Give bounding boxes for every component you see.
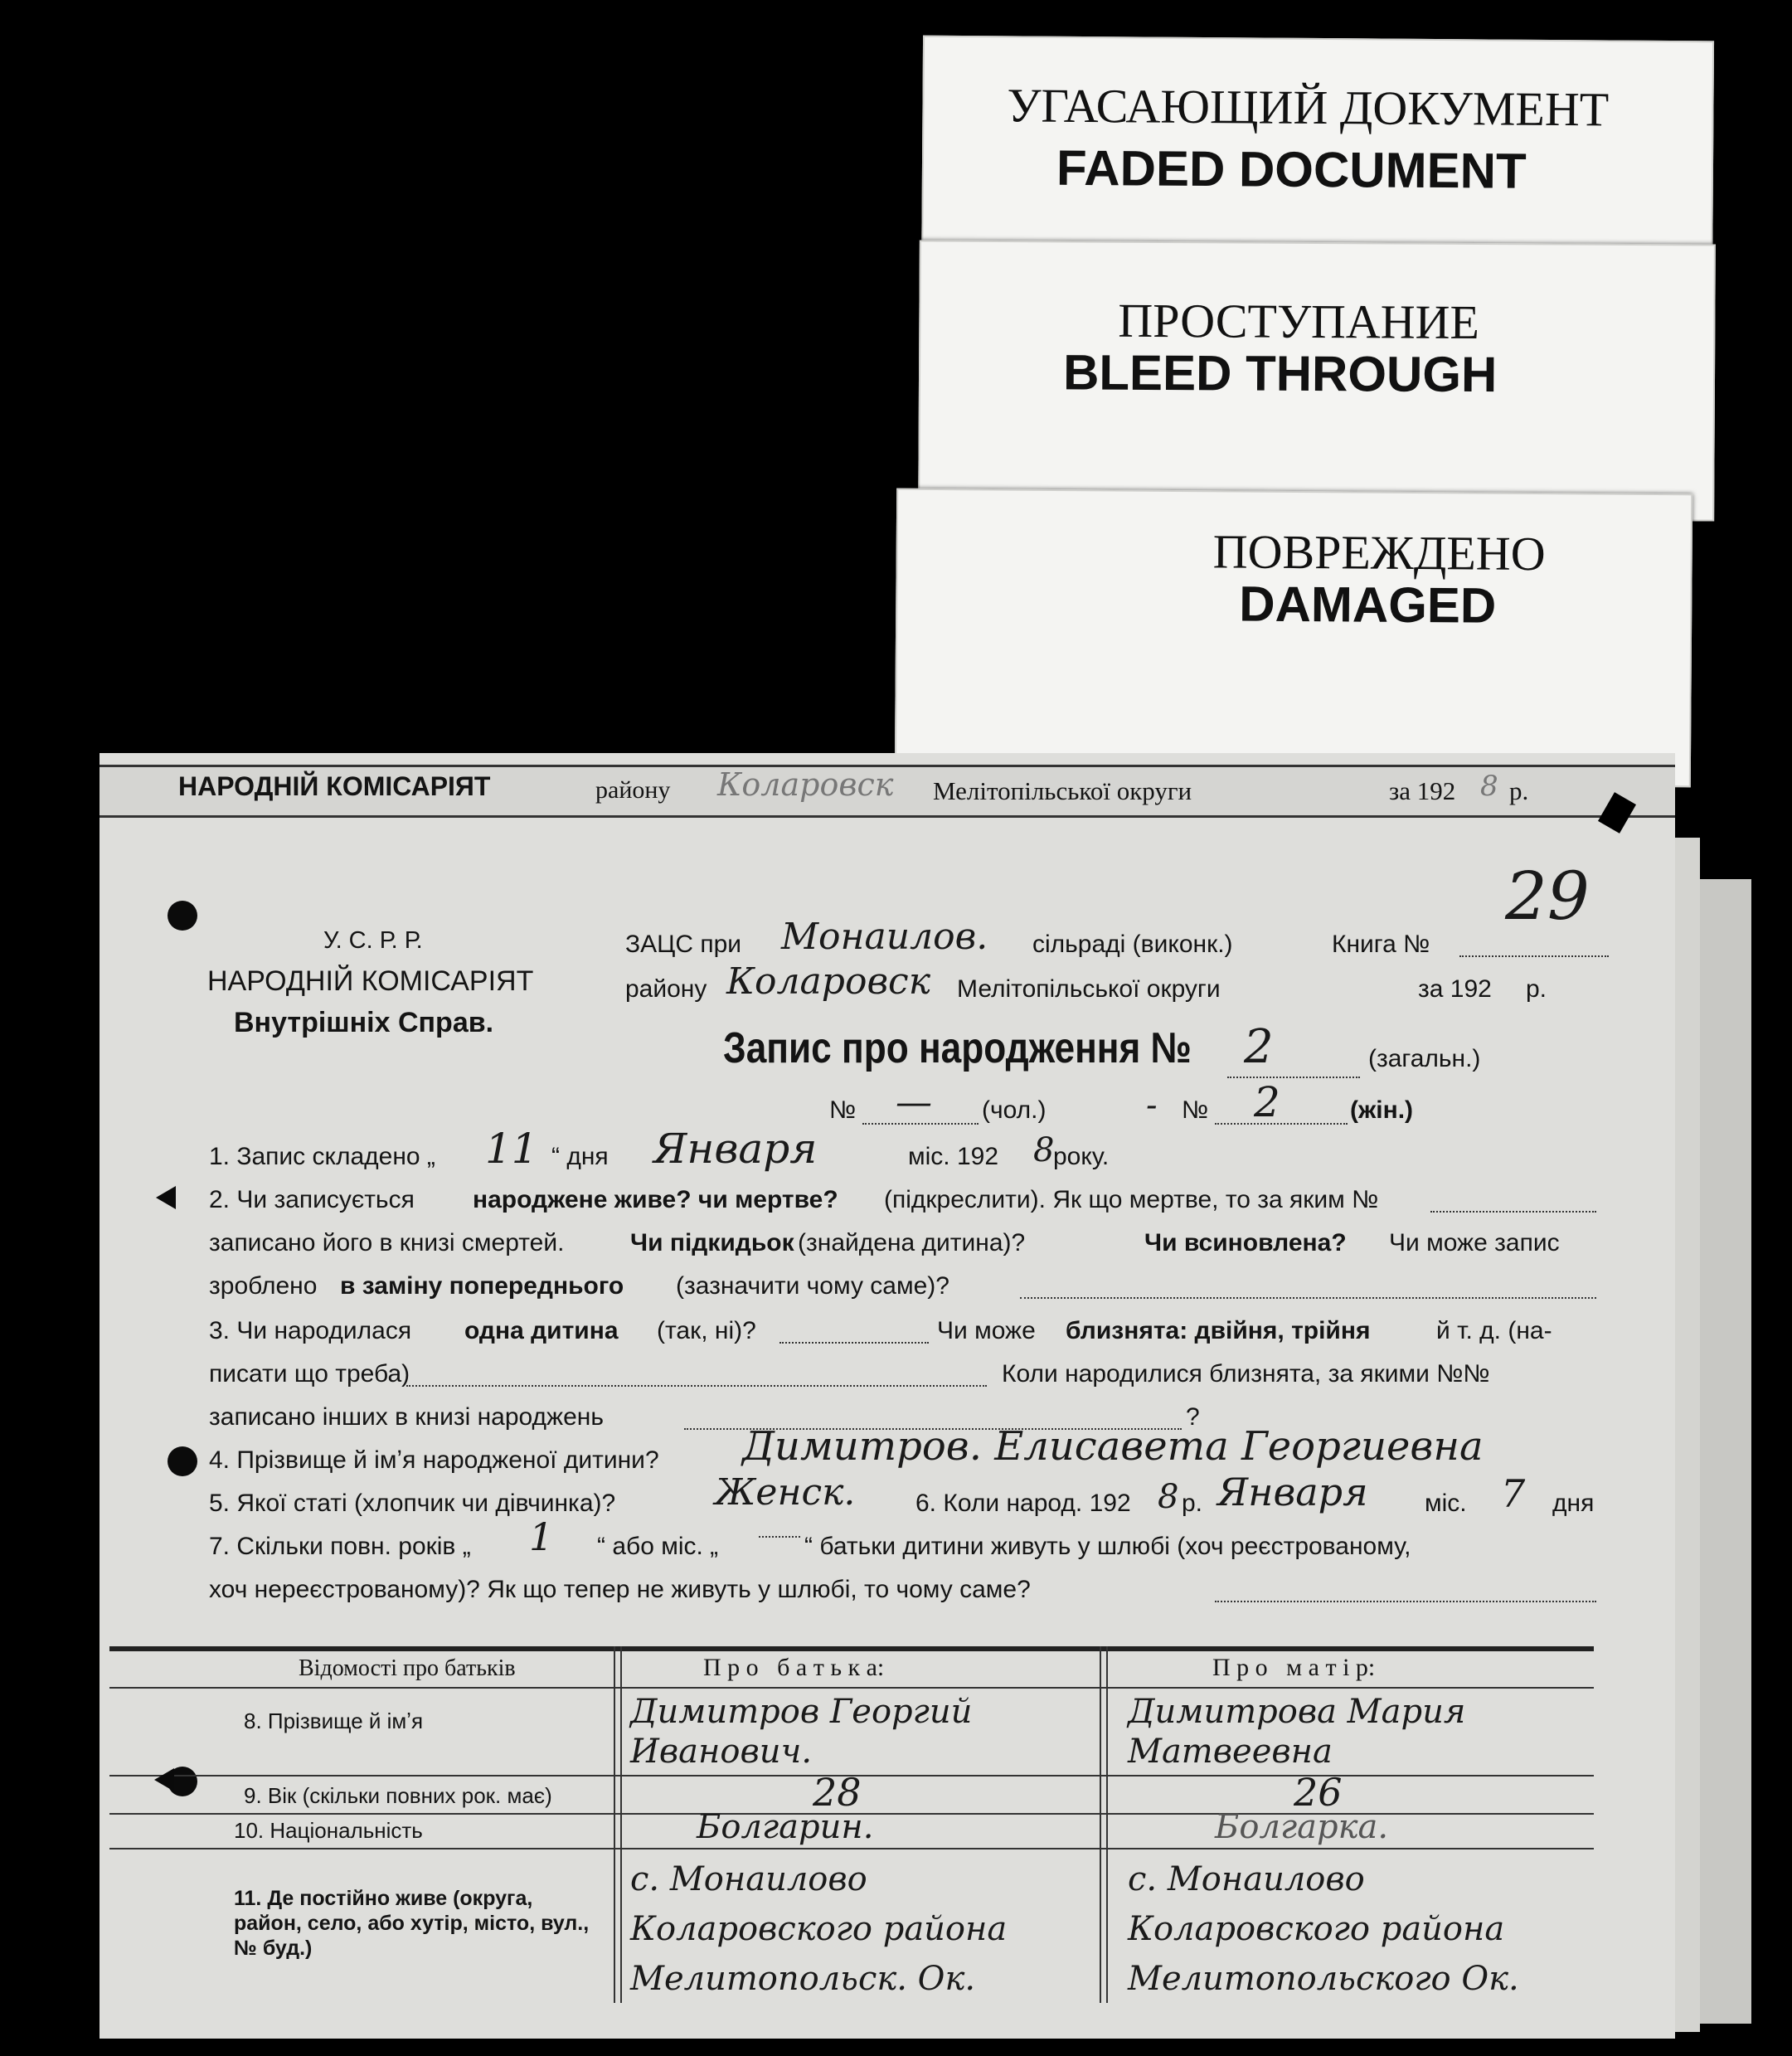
book-label: Книга № bbox=[1332, 931, 1430, 958]
q3-one-child-line bbox=[779, 1342, 929, 1344]
record-number: 2 bbox=[1244, 1020, 1274, 1074]
q2-line1b: народжене живе? чи мертве? bbox=[473, 1186, 838, 1213]
q6-mis: міс. bbox=[1425, 1490, 1467, 1517]
bleed-flag-ru: ПРОСТУПАНИЕ bbox=[1118, 293, 1480, 350]
q1-label: 1. Запис складено „ bbox=[209, 1143, 435, 1170]
male-no-label: № bbox=[829, 1096, 857, 1124]
q3-line1f: й т. д. (на- bbox=[1436, 1317, 1552, 1344]
q2-line2b: Чи підкидьок bbox=[630, 1229, 794, 1256]
q7-line2-fill bbox=[1215, 1601, 1596, 1602]
q3-line1a: 3. Чи народилася bbox=[209, 1317, 412, 1344]
q1-year: 8 bbox=[1033, 1131, 1055, 1169]
male-label: (чол.) bbox=[982, 1096, 1047, 1124]
birth-day: 7 bbox=[1501, 1471, 1526, 1516]
q2-line3-fill bbox=[1020, 1297, 1596, 1299]
table-header-mother: П р о м а т і р: bbox=[1212, 1654, 1376, 1681]
child-sex: Женск. bbox=[715, 1471, 856, 1514]
q1-month: Января bbox=[653, 1125, 818, 1173]
female-value: 2 bbox=[1254, 1078, 1280, 1126]
q3-line3a: записано інших в книзі народжень bbox=[209, 1403, 605, 1431]
parents-table-top-rule bbox=[109, 1646, 1594, 1651]
zags-raion-value: Коларовск bbox=[726, 960, 930, 1003]
under-header-commissariat: НАРОДНІЙ КОМІСАРІЯТ bbox=[178, 771, 491, 801]
under-header-okruha: Мелітопільської округи bbox=[933, 776, 1192, 805]
q3-line1c: (так, ні)? bbox=[657, 1317, 756, 1344]
dash-mark: - bbox=[1146, 1086, 1158, 1125]
row-residence-label: 11. Де постійно живе (округа, район, село, або хутір, місто, вул., № буд.) bbox=[234, 1887, 590, 1960]
zags-okruha: Мелітопільської округи bbox=[957, 975, 1221, 1003]
q6-dnia: дня bbox=[1552, 1490, 1595, 1517]
table-header-info: Відомості про батьків bbox=[299, 1655, 516, 1681]
q2-line2e: Чи може запис bbox=[1389, 1229, 1560, 1256]
row-age-label: 9. Вік (скільки повних рок. має) bbox=[244, 1783, 552, 1808]
q2-line1c: (підкреслити). Як що мертве, то за яким № bbox=[884, 1186, 1379, 1213]
q3-line2a: писати що треба) bbox=[209, 1360, 410, 1388]
record-number-line bbox=[1227, 1077, 1360, 1078]
father-age: 28 bbox=[813, 1770, 862, 1815]
mother-age: 26 bbox=[1294, 1770, 1343, 1815]
mother-name: Димитрова Мария Матвеевна bbox=[1128, 1693, 1466, 1771]
marriage-years: 1 bbox=[529, 1514, 554, 1559]
damaged-flag-ru: ПОВРЕЖДЕНО bbox=[1212, 524, 1546, 581]
under-header-raion-label: району bbox=[595, 776, 671, 804]
birth-month: Января bbox=[1217, 1470, 1368, 1514]
letterhead-ussr: У. С. Р. Р. bbox=[323, 927, 423, 954]
q3-line1d: Чи може bbox=[937, 1317, 1036, 1344]
record-title: Запис про народження № bbox=[723, 1024, 1192, 1072]
q7-line1a: 7. Скільки повн. років „ bbox=[209, 1533, 471, 1560]
male-value: — bbox=[896, 1081, 932, 1124]
q7-months-line bbox=[759, 1536, 800, 1538]
row-nationality-label: 10. Національність bbox=[234, 1818, 423, 1843]
q7-line1b: “ або міс. „ bbox=[597, 1533, 719, 1560]
margin-notch-2 bbox=[154, 1768, 174, 1791]
q7-line2: хоч нереєстрованому)? Як що тепер не живуть у шлюбі, то чому саме? bbox=[209, 1576, 1031, 1603]
q2-line2a: записано його в книзі смертей. bbox=[209, 1229, 565, 1256]
letterhead-commissariat: НАРОДНІЙ КОМІСАРІЯТ bbox=[207, 965, 534, 997]
q3-line2b: Коли народилися близнята, за якими №№ bbox=[1002, 1360, 1490, 1388]
parents-table-col-divider-1 bbox=[614, 1646, 622, 2003]
q3-line1b: одна дитина bbox=[464, 1317, 619, 1344]
row-name-label: 8. Прізвище й імʼя bbox=[244, 1708, 424, 1733]
q2-line3c: (зазначити чому саме)? bbox=[676, 1272, 949, 1300]
book-number-line bbox=[1459, 955, 1609, 957]
punch-hole-top bbox=[168, 901, 197, 931]
father-nationality: Болгарин. bbox=[697, 1808, 874, 1846]
q3-line2-fill bbox=[406, 1385, 987, 1387]
q2-line3b: в заміну попереднього bbox=[340, 1272, 624, 1300]
female-no-label: № bbox=[1182, 1096, 1209, 1124]
male-line bbox=[862, 1123, 979, 1125]
record-general-label: (загальн.) bbox=[1368, 1045, 1481, 1072]
q1-year-suffix: року. bbox=[1053, 1143, 1110, 1170]
zags-year: за 192 bbox=[1418, 975, 1492, 1003]
damaged-flag-en: DAMAGED bbox=[1239, 576, 1497, 634]
under-header-raion-value: Коларовск bbox=[717, 766, 894, 803]
q2-death-no-line bbox=[1430, 1211, 1596, 1213]
faded-flag-en: FADED DOCUMENT bbox=[1056, 139, 1527, 199]
father-name: Димитров Георгий Иванович. bbox=[630, 1693, 973, 1771]
birth-record-sheet bbox=[100, 753, 1675, 2039]
q6-r: р. bbox=[1182, 1490, 1203, 1517]
q5-label: 5. Якої статі (хлопчик чи дівчинка)? bbox=[209, 1490, 616, 1517]
faded-flag-ru: УГАСАЮЩИЙ ДОКУМЕНТ bbox=[1007, 78, 1610, 137]
q1-day: 11 bbox=[485, 1125, 538, 1173]
parents-table-col-divider-2 bbox=[1100, 1646, 1108, 2003]
mother-residence: с. Монаилово Коларовского района Мелитопольского Ок. bbox=[1128, 1860, 1519, 1998]
zags-raion-label: району bbox=[625, 975, 707, 1003]
q6-year: 8 bbox=[1158, 1478, 1179, 1516]
zags-label: ЗАЦС при bbox=[625, 931, 742, 958]
parents-table-header-rule bbox=[109, 1687, 1594, 1689]
table-header-father: П р о б а т ь к а: bbox=[703, 1654, 885, 1681]
parents-table-row3-rule bbox=[109, 1848, 1594, 1849]
margin-notch-1 bbox=[156, 1186, 176, 1209]
female-label: (жін.) bbox=[1350, 1096, 1414, 1124]
q3-line1e: близнята: двійня, трійня bbox=[1066, 1317, 1371, 1344]
under-header-year-label: за 192 bbox=[1389, 776, 1456, 805]
damaged-flag bbox=[895, 488, 1692, 788]
child-name: Димитров. Елисавета Георгиевна bbox=[742, 1423, 1484, 1470]
mother-nationality: Болгарка. bbox=[1215, 1808, 1389, 1846]
q2-line2c: (знайдена дитина)? bbox=[798, 1229, 1026, 1256]
q3-line3b: ? bbox=[1186, 1403, 1200, 1431]
q2-line1a: 2. Чи записується bbox=[209, 1186, 415, 1213]
punch-hole-middle bbox=[168, 1446, 197, 1476]
under-header-year-value: 8 bbox=[1480, 770, 1498, 803]
bleed-flag-en: BLEED THROUGH bbox=[1062, 344, 1498, 403]
q6-label: 6. Коли народ. 192 bbox=[915, 1490, 1131, 1517]
female-line bbox=[1215, 1123, 1348, 1125]
bleed-through-flag bbox=[918, 240, 1716, 521]
father-residence: с. Монаилово Коларовского района Мелитопольск. Ок. bbox=[630, 1860, 1008, 1998]
q2-line3a: зроблено bbox=[209, 1272, 318, 1300]
page-number: 29 bbox=[1505, 858, 1590, 935]
zags-year-suffix: р. bbox=[1526, 975, 1547, 1003]
q7-line1c: “ батьки дитини живуть у шлюбі (хоч реєстрованому, bbox=[804, 1533, 1411, 1560]
q1-day-suffix: “ дня bbox=[551, 1143, 609, 1170]
q4-label: 4. Прізвище й імʼя народженої дитини? bbox=[209, 1446, 659, 1474]
q1-month-suffix: міс. 192 bbox=[908, 1143, 999, 1170]
zags-value: Монаилов. bbox=[781, 916, 988, 958]
zags-selrada: сільраді (виконк.) bbox=[1032, 931, 1233, 958]
q2-line2d: Чи всиновлена? bbox=[1144, 1229, 1347, 1256]
letterhead-ministry: Внутрішніх Справ. bbox=[234, 1007, 494, 1038]
under-header-year-suffix: р. bbox=[1509, 776, 1529, 805]
